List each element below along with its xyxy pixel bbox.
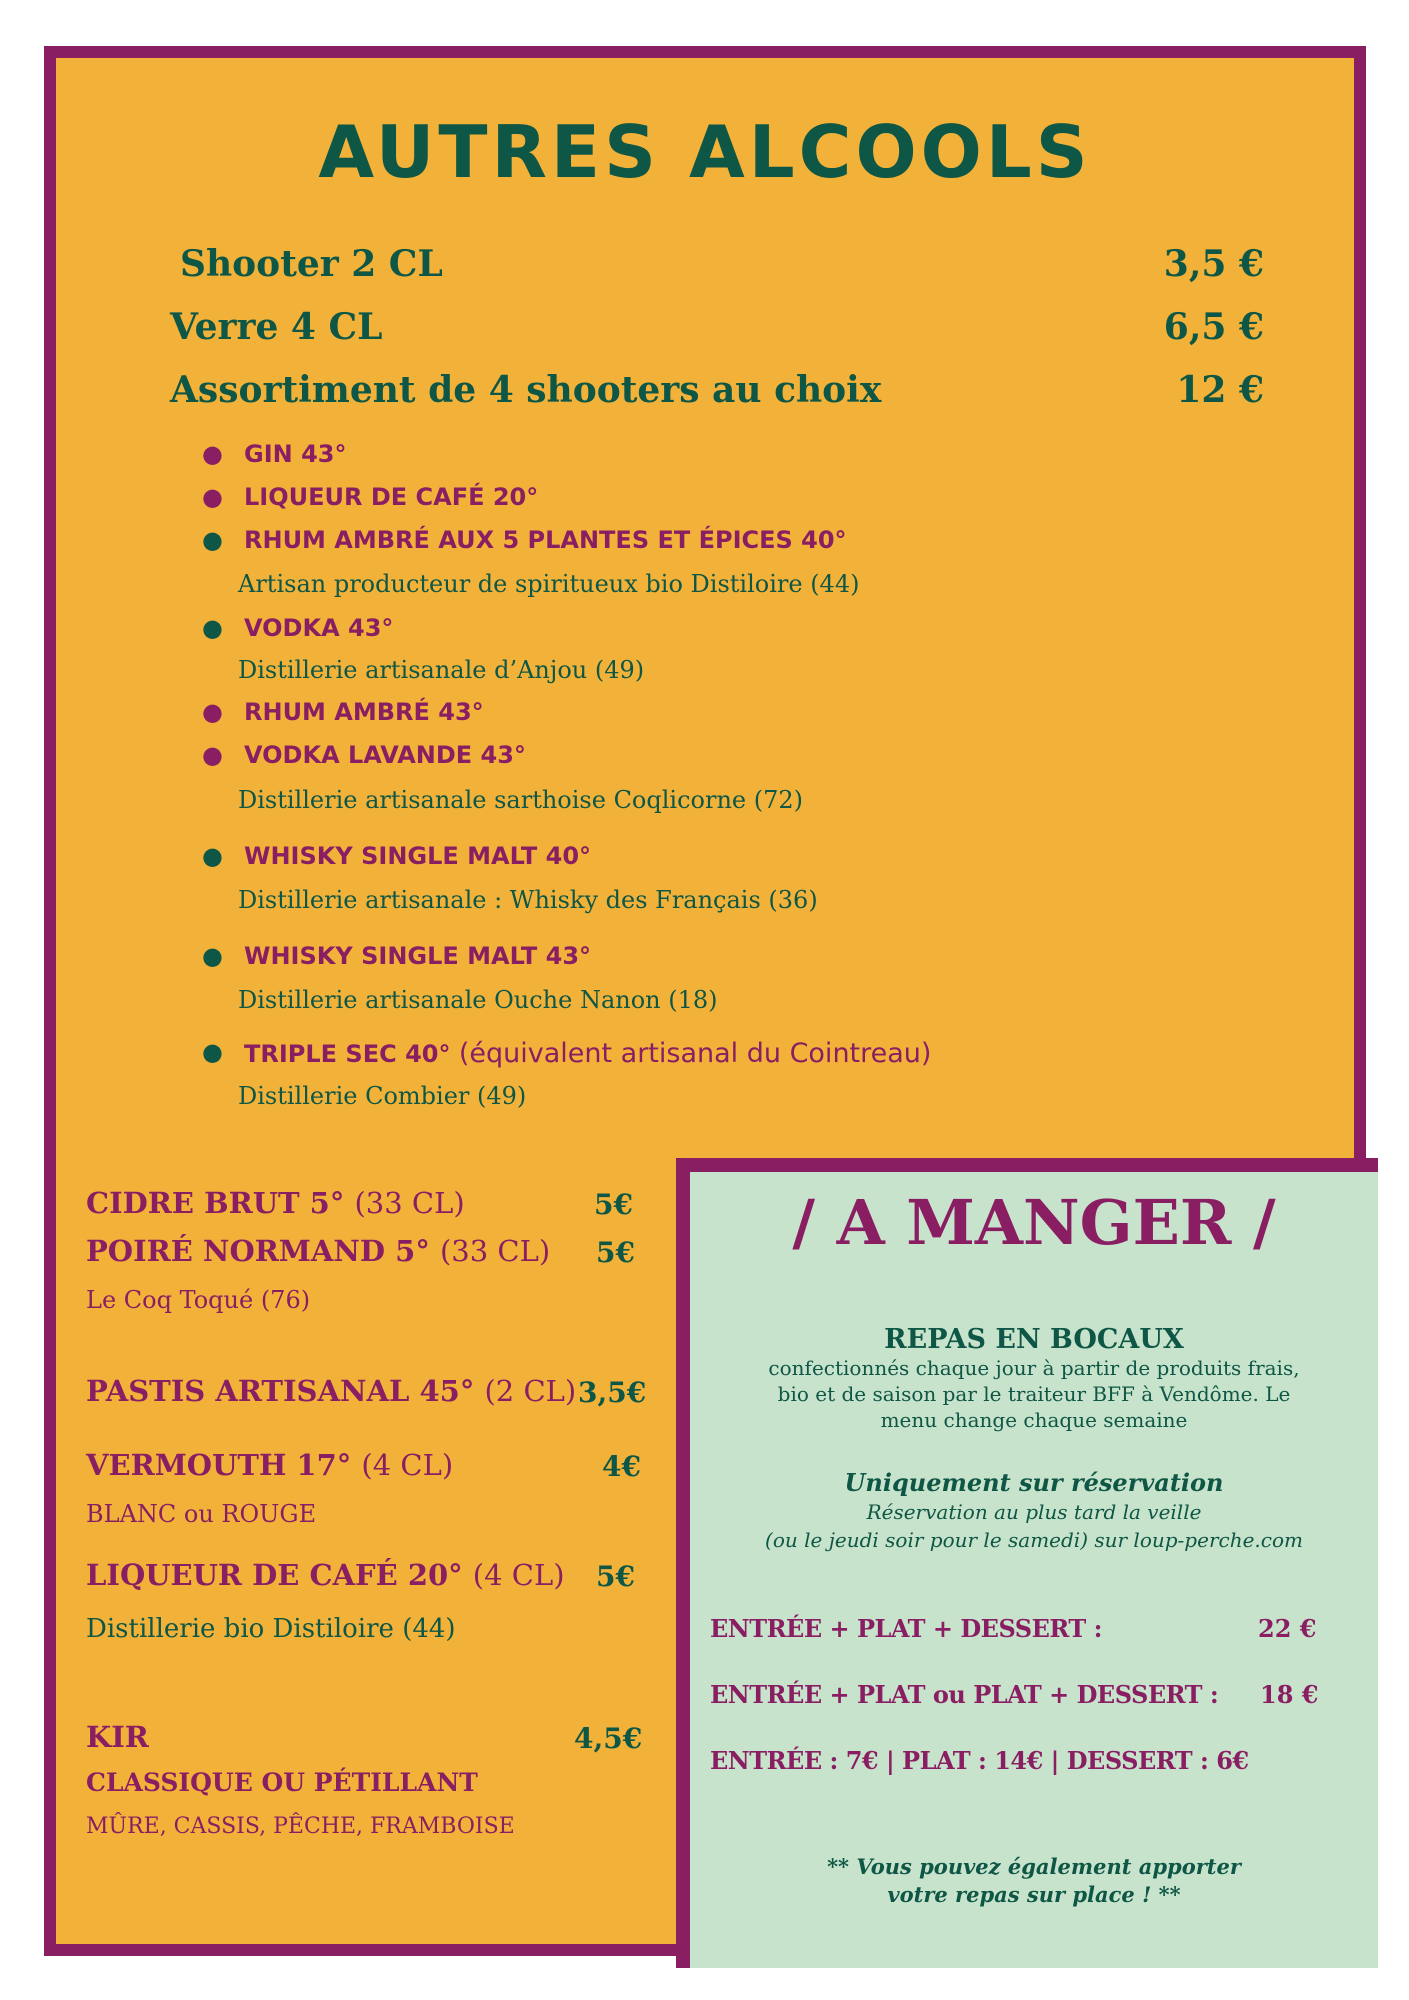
price-value: 6,5 €	[1163, 306, 1264, 348]
drink-price: 5€	[596, 1560, 635, 1593]
menu-price: 22 €	[1258, 1614, 1317, 1643]
menu-price: 18 €	[1260, 1680, 1319, 1709]
producer-note: Distillerie artisanale sarthoise Coqlicorne (72)	[238, 786, 804, 814]
list-item	[202, 741, 526, 769]
food-subtitle: REPAS EN BOCAUX	[884, 1324, 1184, 1355]
drink-qty: (4 CL)	[472, 1558, 565, 1592]
price-row-shooter	[170, 243, 1264, 287]
drink-liqueur	[86, 1558, 565, 1592]
bullet-icon: ●	[202, 942, 223, 970]
drink-name: CIDRE BRUT 5°	[86, 1186, 345, 1220]
drink-poire	[86, 1234, 550, 1268]
producer-note: Le Coq Toqué (76)	[86, 1286, 311, 1314]
drink-name: LIQUEUR DE CAFÉ 20°	[86, 1558, 463, 1592]
page-title: AUTRES ALCOOLS	[318, 110, 1092, 194]
bullet-icon: ●	[202, 842, 223, 870]
bullet-icon: ●	[202, 1038, 223, 1066]
producer-note: Distillerie Combier (49)	[238, 1082, 527, 1110]
producer-note: Distillerie artisanale Ouche Nanon (18)	[238, 986, 718, 1014]
reservation-note: (ou le jeudi soir pour le samedi) sur loup-perche.com	[765, 1528, 1303, 1552]
bullet-icon: ●	[202, 440, 223, 468]
spirit-name: WHISKY SINGLE MALT 43°	[244, 942, 592, 970]
drink-qty: (33 CL)	[439, 1234, 551, 1268]
drink-qty: (33 CL)	[354, 1186, 465, 1220]
bullet-icon: ●	[202, 483, 223, 511]
spirit-name: LIQUEUR DE CAFÉ 20°	[244, 483, 539, 511]
reservation-heading: Uniquement sur réservation	[844, 1468, 1224, 1497]
list-item	[202, 942, 592, 970]
spirit-name: TRIPLE SEC 40°	[244, 1040, 451, 1068]
kir-flavors: MÛRE, CASSIS, PÊCHE, FRAMBOISE	[86, 1814, 515, 1839]
drink-subtitle: BLANC ou ROUGE	[86, 1500, 317, 1528]
kir-type: CLASSIQUE OU PÉTILLANT	[86, 1768, 478, 1797]
drink-price: 5€	[594, 1188, 633, 1221]
bullet-icon: ●	[202, 526, 223, 554]
spirit-name: RHUM AMBRÉ 43°	[244, 698, 484, 726]
food-description: bio et de saison par le traiteur BFF à Vendôme. Le	[777, 1382, 1291, 1406]
food-description: menu change chaque semaine	[880, 1408, 1188, 1432]
drink-name: KIR	[86, 1720, 149, 1754]
price-value: 12 €	[1176, 369, 1264, 411]
drink-price: 3,5€	[578, 1376, 647, 1409]
producer-note: Artisan producteur de spiritueux bio Distiloire (44)	[238, 570, 860, 598]
spirit-name: RHUM AMBRÉ AUX 5 PLANTES ET ÉPICES 40°	[244, 526, 847, 554]
bullet-icon: ●	[202, 741, 223, 769]
spirit-name: VODKA LAVANDE 43°	[244, 741, 526, 769]
food-description: confectionnés chaque jour à partir de produits frais,	[768, 1356, 1300, 1380]
spirit-name: WHISKY SINGLE MALT 40°	[244, 842, 592, 870]
drink-qty: (4 CL)	[361, 1448, 454, 1482]
price-label: Shooter 2 CL	[180, 243, 443, 285]
price-value: 3,5 €	[1163, 243, 1264, 285]
list-item	[202, 526, 847, 554]
food-title: / A MANGER /	[792, 1186, 1276, 1259]
menu-formula: ENTRÉE + PLAT + DESSERT :	[710, 1614, 1102, 1643]
menu-formula: ENTRÉE : 7€ | PLAT : 14€ | DESSERT : 6€	[710, 1746, 1249, 1775]
drink-price: 4,5€	[574, 1722, 643, 1755]
drink-price: 5€	[596, 1236, 635, 1269]
drink-name: VERMOUTH 17°	[86, 1448, 352, 1482]
reservation-note: Réservation au plus tard la veille	[866, 1500, 1202, 1524]
drink-name: POIRÉ NORMAND 5°	[86, 1234, 430, 1268]
producer-note: Distillerie bio Distiloire (44)	[86, 1614, 456, 1644]
list-item	[202, 440, 347, 468]
producer-note: Distillerie artisanale d’Anjou (49)	[238, 656, 645, 684]
spirit-name: VODKA 43°	[244, 614, 394, 642]
price-row-verre	[170, 306, 1264, 350]
list-item	[202, 614, 394, 642]
drink-pastis	[86, 1374, 576, 1408]
price-label: Assortiment de 4 shooters au choix	[170, 369, 882, 411]
drink-cidre	[86, 1186, 465, 1220]
bullet-icon: ●	[202, 614, 223, 642]
menu-formula: ENTRÉE + PLAT ou PLAT + DESSERT :	[710, 1680, 1219, 1709]
spirit-name: GIN 43°	[244, 440, 347, 468]
bullet-icon: ●	[202, 698, 223, 726]
price-label: Verre 4 CL	[170, 306, 383, 348]
footer-note: votre repas sur place ! **	[887, 1882, 1181, 1907]
list-item	[202, 1038, 932, 1069]
drink-vermouth	[86, 1448, 453, 1482]
menu-panel	[44, 46, 1366, 1956]
drink-kir	[86, 1720, 149, 1754]
list-item	[202, 698, 484, 726]
spirit-note: (équivalent artisanal du Cointreau)	[458, 1038, 932, 1069]
drink-price: 4€	[602, 1450, 641, 1483]
list-item	[202, 483, 539, 511]
producer-note: Distillerie artisanale : Whisky des Français (36)	[238, 886, 818, 914]
drink-name: PASTIS ARTISANAL 45°	[86, 1374, 475, 1408]
drink-qty: (2 CL)	[484, 1374, 577, 1408]
food-section	[676, 1158, 1378, 1968]
footer-note: ** Vous pouvez également apporter	[827, 1854, 1241, 1879]
price-row-assortiment	[170, 369, 1264, 413]
list-item	[202, 842, 592, 870]
